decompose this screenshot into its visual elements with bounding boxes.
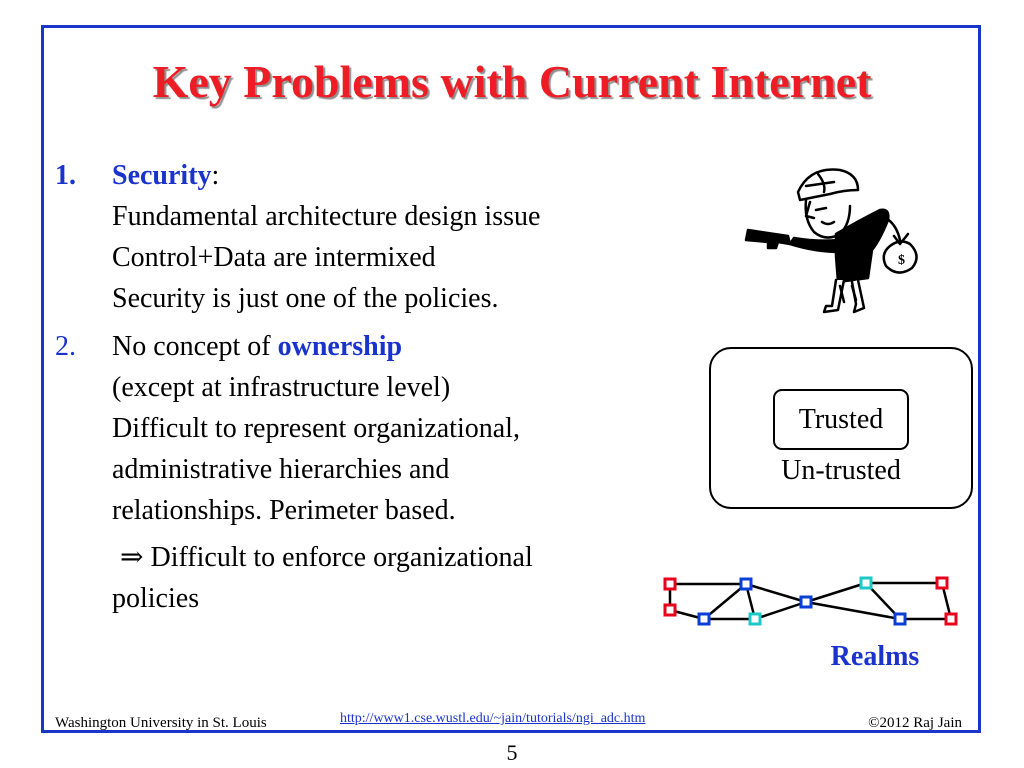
page-number: 5 bbox=[506, 740, 518, 765]
network-node bbox=[861, 578, 871, 588]
item-line: Security is just one of the policies. bbox=[112, 283, 499, 314]
security-keyword: Security bbox=[112, 160, 212, 191]
network-node bbox=[750, 614, 760, 624]
slide-title: Key Problems with Current Internet bbox=[152, 56, 872, 107]
robber-illustration bbox=[740, 160, 930, 320]
implies-line: Difficult to enforce organizational bbox=[143, 542, 533, 573]
item-line: Fundamental architecture design issue bbox=[112, 201, 541, 232]
svg-text:$: $ bbox=[898, 253, 905, 268]
network-node bbox=[665, 605, 675, 615]
item-number: 2. bbox=[55, 331, 76, 362]
network-node bbox=[699, 614, 709, 624]
realms-network-diagram bbox=[660, 575, 965, 630]
footer-url-link[interactable]: http://www1.cse.wustl.edu/~jain/tutorials/ngi_adc.htm bbox=[340, 711, 646, 726]
item-body bbox=[112, 326, 520, 531]
colon: : bbox=[211, 160, 220, 191]
realms-label: Realms bbox=[830, 641, 920, 672]
network-node bbox=[801, 597, 811, 607]
item-line: Difficult to represent organizational, bbox=[112, 413, 520, 444]
implies-symbol: ⇒ bbox=[120, 542, 144, 573]
item-number: 1. bbox=[55, 160, 76, 191]
footer-institution: Washington University in St. Louis bbox=[55, 715, 267, 731]
untrusted-label: Un-trusted bbox=[781, 455, 901, 486]
implies-cont: policies bbox=[112, 583, 200, 614]
footer-copyright: ©2012 Raj Jain bbox=[868, 715, 962, 731]
item-line: relationships. Perimeter based. bbox=[112, 495, 456, 526]
network-node bbox=[741, 579, 751, 589]
item-line: administrative hierarchies and bbox=[112, 454, 450, 485]
network-node bbox=[946, 614, 956, 624]
item-body bbox=[112, 155, 540, 319]
item-line: Control+Data are intermixed bbox=[112, 242, 436, 273]
ownership-keyword: ownership bbox=[277, 331, 403, 362]
network-node bbox=[937, 578, 947, 588]
item-line: (except at infrastructure level) bbox=[112, 372, 451, 403]
item-prefix: No concept of bbox=[112, 331, 278, 362]
network-node bbox=[895, 614, 905, 624]
trusted-box: Trusted bbox=[773, 389, 909, 450]
network-node bbox=[665, 579, 675, 589]
